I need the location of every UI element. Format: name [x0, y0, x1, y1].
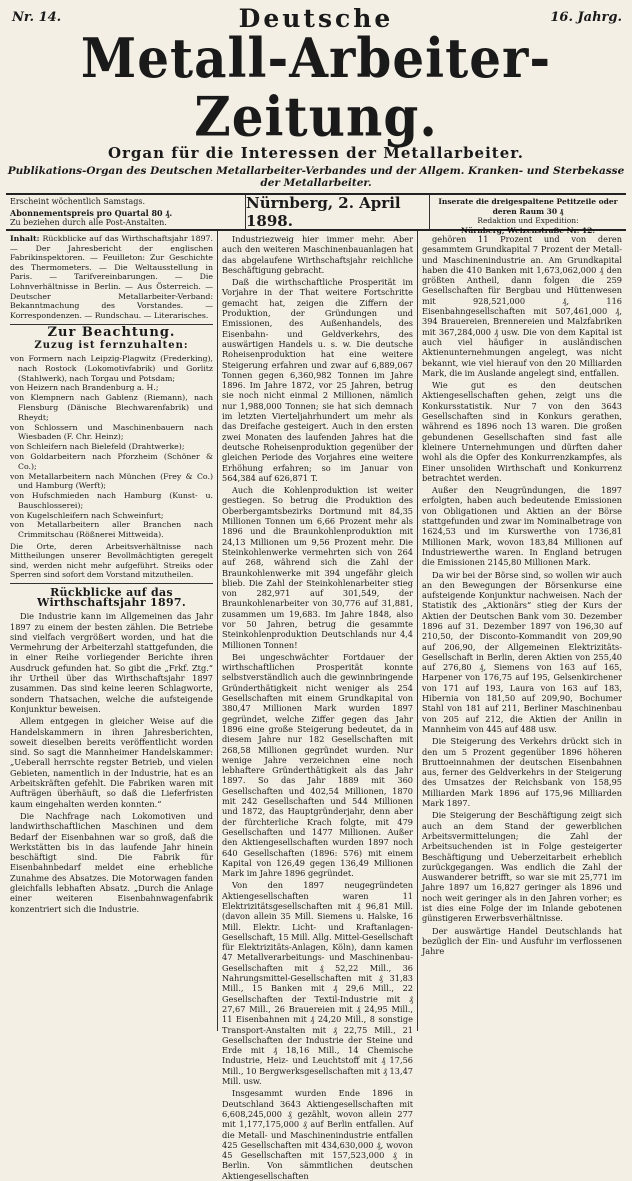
- list-item: von Goldarbeitern nach Pforzheim (Schöner & Co.);: [10, 451, 213, 471]
- article-paragraph: Auch die Kohlenproduktion ist weiter gestiegen. So betrug die Produktion des Oberbergamtsbezirks Dortmund mit 84,35 Millionen Tonnen um 6,66 Prozent mehr als 1896 und die Braunkohlenproduktion mit 24,13 Millionen um 9,56 Prozent mehr. Die Steinkohlenwerke vermehrten sich von 264 auf 268, während sich die Zahl der Braunkohlenwerke mit 394 ungefähr gleich blieb. Die Zahl der Steinkohlenarbeiter stieg von 282,971 auf 301,549, der Braunkohlenarbeiter von 30,776 auf 31,881, zusammen um 19,683. Im Jahre 1848, also vor 50 Jahren, betrug die gesammte Steinkohlenproduktion Deutschlands nur 4,4 Millionen Tonnen!: [222, 485, 413, 650]
- article-paragraph: Da wir bei der Börse sind, so wollen wir auch an den Bewegungen der Börsenkurse eine aufsteigende Konjunktur nachweisen. Nach der Statistik des „Aktionärs“ stieg der Kurs der Aktien der Deutschen Bank vom 30. Dezember 1896 auf 31. Dezember 1897 von 196,30 auf 210,50, der Disconto-Kommandit von 209,90 auf 206,90, der Allgemeinen Elektrizitäts-Gesellschaft in Berlin, deren Aktien von 255,40 auf 276,80 ₰, Siemens von 163 auf 165, Harpener von 176,75 auf 195, Gelsenkirchener von 171 auf 193, Laura von 163 auf 183, Hibernia von 181,50 auf 209,90, Bochumer Stahl von 181 auf 211, Berliner Maschinenbau von 205 auf 212, die Aktien der Anilin in Mannheim von 445 auf 488 usw.: [422, 569, 622, 734]
- notice-subtitle: Zuzug ist fernzuhalten:: [34, 339, 189, 351]
- article-paragraph: gehören 11 Prozent und von deren gesammtem Grundkapital 7 Prozent der Metall- und Maschinenindustrie an. Am Grundkapital haben die 410 Banken mit 1,673,062,000 ₰ den größten Antheil, dann folgen die 259 Gesellschaften für Bergbau und Hüttenwesen mit 928,521,000 ₰, 116 Eisenbahngesellschaften mit 507,461,000 ₰, 394 Brauereien, Brennereien und Malzfabriken mit 367,284,000 ₰ usw. Die von dem Kapital ist auch viel häufiger in ausländischen Aktienunternehmungen angelegt, was nicht bekannt, wie viel hierauf von den 20 Milliarden Mark, die im Auslande angelegt sind, entfallen.: [422, 234, 622, 378]
- notice-title: Zur Beachtung.: [47, 325, 176, 341]
- subscription-price: Abonnementspreis pro Quartal 80 ₰.: [10, 207, 173, 218]
- article-paragraph: Allem entgegen in gleicher Weise auf die Handelskammern in ihren Jahresberichten, soweit dieselben bereits veröffentlicht worden sind. So sagt die Mannheimer Handelskammer: „Ueberall herrschte regster Betrieb, und vielen Gebieten, namentlich in der Industrie, hat es an Arbeitskräften gefehlt. Die Fabriken waren mit Aufträgen überhäuft, so daß die Lieferfristen kaum eingehalten werden konnten.“: [10, 716, 213, 809]
- advert-rate: Inserate die dreigespaltene Petitzeile oder deren Raum 30 ₰: [438, 197, 618, 216]
- list-item: von Formern nach Leipzig-Plagwitz (Frederking), nach Rostock (Lokomotivfabrik) und Gorlitz (Stahlwerk), nach Torgau und Potsdam;: [10, 353, 213, 383]
- volume-year: 16. Jahrg.: [550, 10, 622, 25]
- article-headline: Rückblicke auf das Wirthschaftsjahr 1897.: [36, 585, 186, 609]
- newspaper-subtitle: Organ für die Interessen der Metallarbeiter.: [107, 144, 525, 162]
- article-paragraph: Insgesammt wurden Ende 1896 in Deutschland 3643 Aktiengesellschaften mit 6,608,245,000 ₰ gezählt, wovon allein 277 mit 1,177,175,000 ₰ auf Berlin entfallen. Auf die Metall- und Maschinenindustrie entfallen 425 Gesellschaften mit 434,630,000 ₰, wovon 45 Gesellschaften mit 157,523,000 ₰ in Berlin. Von sämmtlichen deutschen Aktiengesellschaften: [222, 1088, 413, 1181]
- publication-line: Publikations-Organ des Deutschen Metallarbeiter-Verbandes und der Allgem. Kranken- und Sterbekasse der Metallarbeiter.: [7, 165, 625, 189]
- notice-box: [10, 324, 213, 583]
- article-columns: [6, 231, 626, 1181]
- article-paragraph: Außer den Neugründungen, die 1897 erfolgten, haben auch bedeutende Emissionen von Obligationen und Aktien an der Börse stattgefunden und zwar im Nominalbetrage von 1624,53 und im Kurswerthe von 1736,81 Millionen Mark, wovon 183,84 Millionen auf Industriewerthe waren. In England betrugen die Emissionen 2145,80 Millionen Mark.: [422, 485, 622, 568]
- list-item: von Kugelschleifern nach Schweinfurt;: [10, 510, 164, 520]
- newspaper-title: Metall-Arbeiter-Zeitung.: [80, 26, 552, 149]
- advert-info: [430, 195, 626, 235]
- info-row: [6, 194, 626, 235]
- editorial-office-address: Nürnberg, Weizenstraße Nr. 12.: [460, 225, 596, 235]
- article-paragraph: Von den 1897 neugegründeten Aktiengesellschaften waren 11 Elektrizitätsgesellschaften mit ₰ 96,81 Mill. (davon allein 35 Mill. Siemens u. Halske, 16 Mill. Elektr. Licht- und Kraftanlagen-Gesellschaft, 15 Mill. Allg. Mittel-Gesellschaft für Elektrizitäts-Anlagen, Köln), dann kamen 47 Metallverarbeitungs- und Maschinenbau-Gesellschaften mit ₰ 52,22 Mill., 36 Nahrungsmittel-Gesellschaften mit ₰ 31,83 Mill., 15 Banken mit ₰ 29,6 Mill., 22 Gesellschaften der Textil-Industrie mit ₰ 27,67 Mill., 26 Brauereien mit ₰ 24,95 Mill., 11 Eisenbahnen mit ₰ 24,20 Mill., 8 sonstige Transport-Anstalten mit ₰ 22,75 Mill., 21 Gesellschaften der Industrie der Steine und Erde mit ₰ 18,16 Mill., 14 Chemische Industrie, Heiz- und Leuchtstoff mit ₰ 17,56 Mill., 10 Bergwerksgesellschaften mit ₰ 13,47 Mill. usw.: [222, 880, 413, 1087]
- article-paragraph: Bei ungeschwächter Fortdauer der wirthschaftlichen Prosperität konnte selbstverständlich auch die gewinnbringende Gründerthätigkeit nicht weniger als 254 Gesellschaften mit einem Grundkapital von 380,47 Millionen Mark wurden 1897 gegründet, welche Ziffer gegen das Jahr 1896 eine große Steigerung bedeutet, da in diesem Jahre nur 182 Gesellschaften mit 268,58 Millionen gegründet wurden. Nur wenige Jahre verzeichnen eine noch lebhaftere Gründerthätigkeit als das Jahr 1897. So das Jahr 1889 mit 360 Gesellschaften und 402,54 Millionen, 1870 mit 242 Gesellschaften und 544 Millionen und 1872, das Hauptgründerjahr, denn aber der fürchterliche Krach folgte, mit 479 Gesellschaften und 1477 Millionen. Außer den Aktiengesellschaften wurden 1897 noch 640 Gesellschaften (1896: 576) mit einem Kapital von 126,49 gegen 136,49 Millionen Mark im Jahre 1896 gegründet.: [222, 651, 413, 879]
- article-paragraph: Die Industrie kann im Allgemeinen das Jahr 1897 zu einem der besten zählen. Die Betriebe sind vielfach vergrößert worden, und hat die Vermehrung der Arbeiterzahl stattgefunden, die in einer Reihe vorliegender Berichte ihren Ausdruck gefunden hat. So gibt die „Frkf. Ztg.“ ihr Urtheil über das Wirthschaftsjahr 1897 zusammen. Das sind keine leeren Schlagworte, sondern Thatsachen, welche die aufsteigende Konjunktur beweisen.: [10, 611, 213, 714]
- article-paragraph: Wie gut es den deutschen Aktiengesellschaften gehen, zeigt uns die Konkursstatistik. Nur 7 von den 3643 Gesellschaften sind in Konkurs gerathen, während es 1896 noch 13 waren. Die großen gebundenen Gesellschaften sind fast alle kleinere Unternehmungen und dürften daher wohl als die Opfer des Konkurrenzkampfes, als Einer unsoliden Wirthschaft und Konkurrenz betrachtet werden.: [422, 380, 622, 483]
- subscription-info: [6, 195, 246, 229]
- editorial-office-label: Redaktion und Expedition:: [477, 216, 579, 225]
- notice-footnote: Die Orte, deren Arbeitsverhältnisse nach Mittheilungen unserer Bevollmächtigten geregelt sind, werden nicht mehr aufgeführt. Streiks oder Sperren sind sofort dem Vorstand mitzutheilen.: [10, 542, 213, 580]
- contents-label: Inhalt:: [10, 234, 40, 243]
- publication-schedule: Erscheint wöchentlich Samstags.: [10, 197, 145, 206]
- column-3: [418, 231, 626, 1031]
- article-paragraph: Die Steigerung der Beschäftigung zeigt sich auch an dem Stand der gewerblichen Arbeitsvermittelungen; die Zahl der Arbeitsuchenden ist in Folge gesteigerter Beschäftigung und Ueberzeitarbeit erheblich zurückgegangen. Was endlich die Zahl der Auswanderer betrifft, so war sie mit 25,771 im Jahre 1897 um 16,827 geringer als 1896 und noch weit geringer als in den Jahren vorher; es ist dies eine Folge der im Inlande gebotenen günstigeren Erwerbsverhältnisse.: [422, 810, 622, 924]
- dateline: Nürnberg, 2. April 1898.: [246, 195, 430, 229]
- article-paragraph: Industriezweig hier immer mehr. Aber auch den weiteren Maschinenbauanlagen hat das abgelaufene Wirthschaftsjahr reichliche Beschäftigung gebracht.: [222, 234, 413, 275]
- list-item: von Heizern nach Brandenburg a. H.;: [10, 383, 159, 393]
- list-item: von Metallarbeitern nach München (Frey & Co.) und Hamburg (Werft);: [10, 471, 213, 491]
- notice-list: [10, 354, 213, 540]
- newspaper-page: [6, 4, 626, 1181]
- column-1: [6, 231, 218, 1031]
- column-2: [218, 231, 418, 1181]
- list-item: von Hufschmieden nach Hamburg (Kunst- u. Bauschlosserei);: [10, 491, 213, 510]
- list-item: von Schlossern und Maschinenbauern nach Wiesbaden (F. Chr. Heinz);: [10, 422, 213, 442]
- list-item: von Klempnern nach Gablenz (Riemann), nach Flensburg (Dänische Blechwarenfabrik) und Rheydt;: [10, 393, 213, 422]
- article-paragraph: Die Steigerung des Verkehrs drückt sich in den um 5 Prozent gegenüber 1896 höheren Bruttoeinnahmen der deutschen Eisenbahnen aus, ferner des Geldverkehrs in der Steigerung des Umsatzes der Reichsbank von 158,95 Milliarden Mark 1896 auf 175,96 Milliarden Mark 1897.: [422, 736, 622, 809]
- list-item: von Metallarbeitern aller Branchen nach Crimmitschau (Rößnerei Mittweida).: [10, 520, 213, 540]
- contents-text: Rückblicke auf das Wirthschaftsjahr 1897. — Der Jahresbericht der englischen Fabrikinspektoren. — Feuilleton: Zur Geschichte des Thermometers. — Die Weltausstellung in Paris. — Tarifvereinbarungen. — Die Lohnverhältnisse in Berlin. — Aus Österreich. — Deutscher Metallarbeiter-Verband: Bekanntmachung des Vorstandes. — Korrespondenzen. — Rundschau. — Literarisches.: [10, 234, 213, 320]
- distribution-note: Zu beziehen durch alle Post-Anstalten.: [10, 218, 167, 227]
- article-paragraph: Daß die wirthschaftliche Prosperität im Vorjahre in der That weitere Fortschritte gemacht hat, zeigen die Ziffern der Produktion, der Gründungen und Emissionen, des Außenhandels, des Eisenbahn- und Geldverkehrs, des auswärtigen Handels u. s. w. Die deutsche Roheisenproduktion hat eine weitere Steigerung erfahren und zwar auf 6,889,067 Tonnen gegen 6,360,982 Tonnen im Jahre 1896. Im Jahre 1872, vor 25 Jahren, betrug sie noch nicht einmal 2 Millionen, nämlich nur 1,988,000 Tonnen; sie hat sich demnach im letzten Vierteljahrhundert um mehr als das Dreifache gesteigert. Auch in den ersten zwei Monaten des laufenden Jahres hat die deutsche Roheisenproduktion gegenüber der gleichen Periode des Vorjahres eine weitere Erhöhung erfahren; so im Januar von 564,384 auf 626,871 T.: [222, 277, 413, 483]
- table-of-contents: [10, 234, 213, 320]
- article-paragraph: Die Nachfrage nach Lokomotiven und landwirthschaftlichen Maschinen und dem Bedarf der Eisenbahnen war so groß, daß die Werkstätten bis in das laufende Jahr hinein beschäftigt sind. Die Fabrik für Eisenbahnbedarf meldet eine erhebliche Zunahme des Absatzes. Die Motorwagen fanden gleichfalls lebhaften Absatz. „Durch die Anlage einer weiteren Eisenbahnwagenfabrik konzentriert sich die Industrie.: [10, 810, 213, 914]
- article-paragraph: Der auswärtige Handel Deutschlands hat bezüglich der Ein- und Ausfuhr im verflossenen Jahre: [422, 925, 622, 957]
- masthead-kicker: Deutsche: [238, 4, 394, 33]
- issue-number: Nr. 14.: [12, 10, 62, 25]
- list-item: von Schleifern nach Bielefeld (Drahtwerke);: [10, 442, 185, 452]
